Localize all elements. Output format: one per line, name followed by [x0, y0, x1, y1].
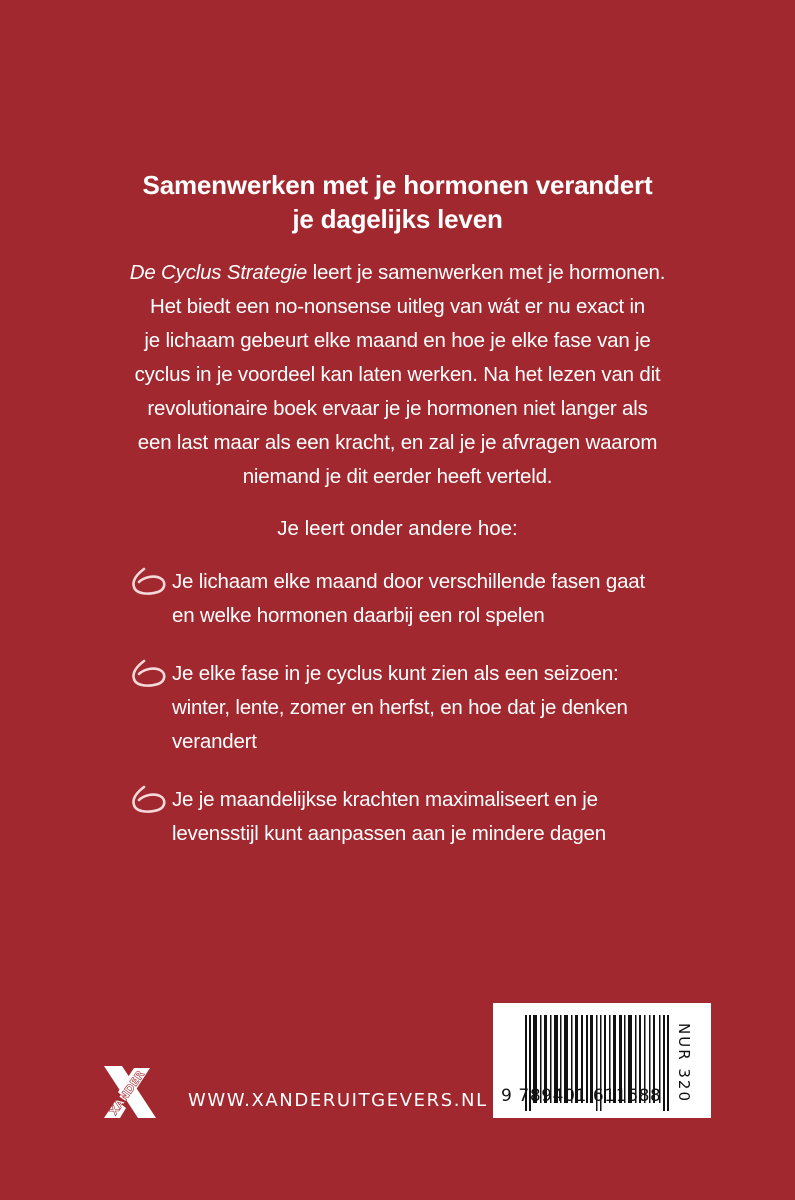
- headline: [60, 168, 735, 236]
- book-title: De Cyclus Strategie: [129, 261, 308, 284]
- bullet-2-line-1: Je elke fase in je cyclus kunt zien als een seizoen:: [172, 662, 619, 685]
- bullet-2-line-3: verandert: [172, 730, 257, 753]
- headline-line-2: je dagelijks leven: [292, 204, 503, 234]
- isbn-number: 9 789401 611688: [501, 1086, 662, 1106]
- bullet-item: [130, 657, 690, 759]
- intro-line-7: niemand je dit eerder heeft verteld.: [242, 465, 553, 488]
- intro-line-2: Het biedt een no-nonsense uitleg van wát er nu exact in: [150, 295, 645, 318]
- intro-paragraph: [60, 256, 735, 494]
- intro-line-1-rest: leert je samenwerken met je hormonen.: [307, 261, 666, 284]
- bullet-item: [130, 565, 690, 633]
- intro-line-4: cyclus in je voordeel kan laten werken. Na het lezen van dit: [134, 363, 661, 386]
- bullet-item: [130, 783, 690, 851]
- intro-line-1: [60, 256, 735, 290]
- logo-text: XANDER: [107, 1068, 148, 1118]
- nur-code: NUR 320: [675, 1023, 693, 1104]
- intro-line-5: revolutionaire boek ervaar je je hormonen niet langer als: [147, 397, 648, 420]
- publisher-url[interactable]: WWW.XANDERUITGEVERS.NL: [188, 1090, 488, 1111]
- bullet-3-line-1: Je je maandelijkse krachten maximaliseert en je: [172, 788, 598, 811]
- bullet-3-line-2: levensstijl kunt aanpassen aan je mindere dagen: [172, 822, 606, 845]
- bullet-1-line-2: en welke hormonen daarbij een rol spelen: [172, 604, 545, 627]
- lead-text: Je leert onder andere hoe:: [277, 517, 518, 540]
- barcode: [493, 1003, 711, 1118]
- hand-drawn-loop-icon: [130, 567, 170, 597]
- hand-drawn-loop-icon: [130, 785, 170, 815]
- bullet-1-line-1: Je lichaam elke maand door verschillende fasen gaat: [172, 570, 645, 593]
- hand-drawn-loop-icon: [130, 659, 170, 689]
- headline-line-1: Samenwerken met je hormonen verandert: [142, 170, 653, 200]
- intro-line-6: een last maar als een kracht, en zal je je afvragen waarom: [137, 431, 658, 454]
- bullet-list: [130, 565, 690, 875]
- bullet-2-line-2: winter, lente, zomer en herfst, en hoe dat je denken: [172, 696, 628, 719]
- intro-line-3: je lichaam gebeurt elke maand en hoe je elke fase van je: [144, 329, 651, 352]
- xander-logo: [100, 1062, 162, 1122]
